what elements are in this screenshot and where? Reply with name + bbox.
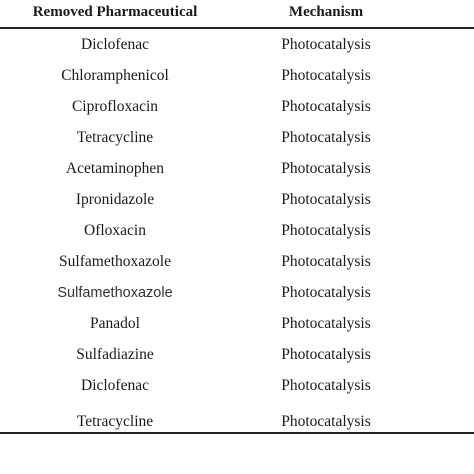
pharmaceutical-cell: Acetaminophen <box>65 160 165 177</box>
table-top-rule <box>0 27 474 29</box>
mechanism-cell: Photocatalysis <box>281 67 371 84</box>
pharmaceutical-cell: Sulfamethoxazole <box>57 285 173 301</box>
pharmaceutical-cell: Panadol <box>90 315 140 332</box>
pharmaceutical-cell: Diclofenac <box>81 36 149 53</box>
mechanism-cell: Photocatalysis <box>281 284 371 301</box>
table-row <box>0 247 474 278</box>
table-row <box>0 216 474 247</box>
header-removed-pharmaceutical: Removed Pharmaceutical <box>32 4 198 20</box>
pharmaceutical-cell: Sulfadiazine <box>76 346 154 363</box>
pharmaceutical-cell: Diclofenac <box>81 377 149 394</box>
pharmaceutical-cell: Ciprofloxacin <box>71 98 159 115</box>
mechanism-cell: Photocatalysis <box>281 222 371 239</box>
pharmaceutical-cell: Ofloxacin <box>84 222 146 239</box>
header-mechanism: Mechanism <box>288 4 364 20</box>
mechanism-cell: Photocatalysis <box>281 191 371 208</box>
pharmaceutical-cell: Tetracycline <box>76 413 154 430</box>
table-row <box>0 309 474 340</box>
table-row <box>0 61 474 92</box>
mechanism-cell: Photocatalysis <box>281 160 371 177</box>
pharmaceutical-cell: Ipronidazole <box>75 191 155 208</box>
mechanism-cell: Photocatalysis <box>281 413 371 430</box>
mechanism-cell: Photocatalysis <box>281 377 371 394</box>
table-row <box>0 123 474 154</box>
table-row <box>0 154 474 185</box>
mechanism-cell: Photocatalysis <box>281 253 371 270</box>
mechanism-cell: Photocatalysis <box>281 98 371 115</box>
table-bottom-rule <box>0 432 474 434</box>
pharmaceutical-cell: Chloramphenicol <box>61 67 169 84</box>
table-row <box>0 30 474 61</box>
pharmaceutical-cell: Sulfamethoxazole <box>59 253 171 270</box>
table-row <box>0 92 474 123</box>
mechanism-cell: Photocatalysis <box>281 36 371 53</box>
mechanism-cell: Photocatalysis <box>281 315 371 332</box>
table-header-row <box>0 0 474 24</box>
table-row <box>0 278 474 309</box>
mechanism-cell: Photocatalysis <box>281 346 371 363</box>
table-body <box>0 30 474 439</box>
pharmaceutical-cell: Tetracycline <box>76 129 154 146</box>
mechanism-cell: Photocatalysis <box>281 129 371 146</box>
table-row <box>0 371 474 402</box>
table-row <box>0 340 474 371</box>
table-row <box>0 185 474 216</box>
